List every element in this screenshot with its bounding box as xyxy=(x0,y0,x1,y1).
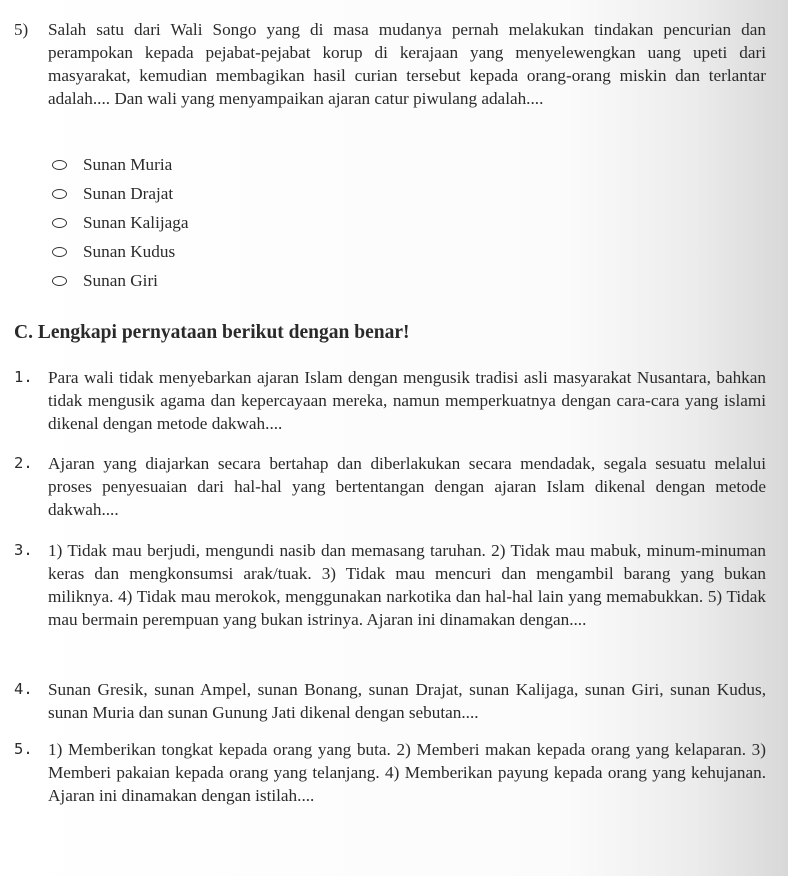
option-sunan-giri[interactable] xyxy=(52,266,188,295)
radio-circle-icon[interactable] xyxy=(52,189,67,199)
question-5 xyxy=(14,18,766,110)
option-sunan-muria[interactable] xyxy=(52,150,188,179)
radio-circle-icon[interactable] xyxy=(52,247,67,257)
item-text: Sunan Gresik, sunan Ampel, sunan Bonang, sunan Drajat, sunan Kalijaga, sunan Giri, sunan Kudus, sunan Muria dan sunan Gunung Jati dikenal dengan sebutan.... xyxy=(48,680,766,722)
section-c-title: C. Lengkapi pernyataan berikut dengan benar! xyxy=(14,322,410,343)
item-number: 5. xyxy=(14,740,33,758)
item-number: 4. xyxy=(14,680,33,698)
fill-item-5 xyxy=(14,738,766,807)
item-text: 1) Memberikan tongkat kepada orang yang buta. 2) Memberi makan kepada orang yang kelaparan. 3) Memberi pakaian kepada orang yang telanjang. 4) Memberikan payung kepada orang yang kehujanan. Ajaran ini dinamakan dengan istilah.... xyxy=(48,740,766,805)
fill-item-1 xyxy=(14,366,766,435)
option-label: Sunan Kalijaga xyxy=(83,213,189,232)
radio-circle-icon[interactable] xyxy=(52,218,67,228)
answer-options xyxy=(52,150,188,295)
fill-item-2 xyxy=(14,452,766,521)
option-label: Sunan Drajat xyxy=(83,184,174,203)
item-number: 2. xyxy=(14,454,33,472)
item-text: Ajaran yang diajarkan secara bertahap dan diberlakukan secara mendadak, segala sesuatu melalui proses penyesuaian dari hal-hal yang bertentangan dengan ajaran Islam dikenal dengan metode dakwah.... xyxy=(48,454,766,519)
fill-item-3 xyxy=(14,539,766,631)
option-label: Sunan Giri xyxy=(83,271,158,290)
item-number: 3. xyxy=(14,541,33,559)
radio-circle-icon[interactable] xyxy=(52,276,67,286)
question-number: 5) xyxy=(14,20,29,39)
item-text: 1) Tidak mau berjudi, mengundi nasib dan memasang taruhan. 2) Tidak mau mabuk, minum-minuman keras dan mengkonsumsi arak/tuak. 3) Tidak mau mencuri dan mengambil barang yang bukan miliknya. 4) Tidak mau merokok, menggunakan narkotika dan hal-hal lain yang memabukkan. 5) Tidak mau bermain perempuan yang bukan istrinya. Ajaran ini dinamakan dengan.... xyxy=(48,541,766,629)
item-number: 1. xyxy=(14,368,33,386)
fill-item-4 xyxy=(14,678,766,724)
option-label: Sunan Muria xyxy=(83,155,173,174)
option-sunan-kalijaga[interactable] xyxy=(52,208,188,237)
radio-circle-icon[interactable] xyxy=(52,160,67,170)
option-sunan-kudus[interactable] xyxy=(52,237,188,266)
item-text: Para wali tidak menyebarkan ajaran Islam dengan mengusik tradisi asli masyarakat Nusantara, bahkan tidak mengusik agama dan kepercayaan mereka, namun memperkuatnya dengan cara-cara yang islami dikenal dengan metode dakwah.... xyxy=(48,368,766,433)
option-sunan-drajat[interactable] xyxy=(52,179,188,208)
option-label: Sunan Kudus xyxy=(83,242,176,261)
question-text: Salah satu dari Wali Songo yang di masa mudanya pernah melakukan tindakan pencurian dan perampokan kepada pejabat-pejabat korup di kerajaan yang menyelewengkan uang upeti dari masyarakat, kemudian membagikan hasil curian tersebut kepada orang-orang miskin dan terlantar adalah.... Dan wali yang menyampaikan ajaran catur piwulang adalah.... xyxy=(48,20,766,108)
